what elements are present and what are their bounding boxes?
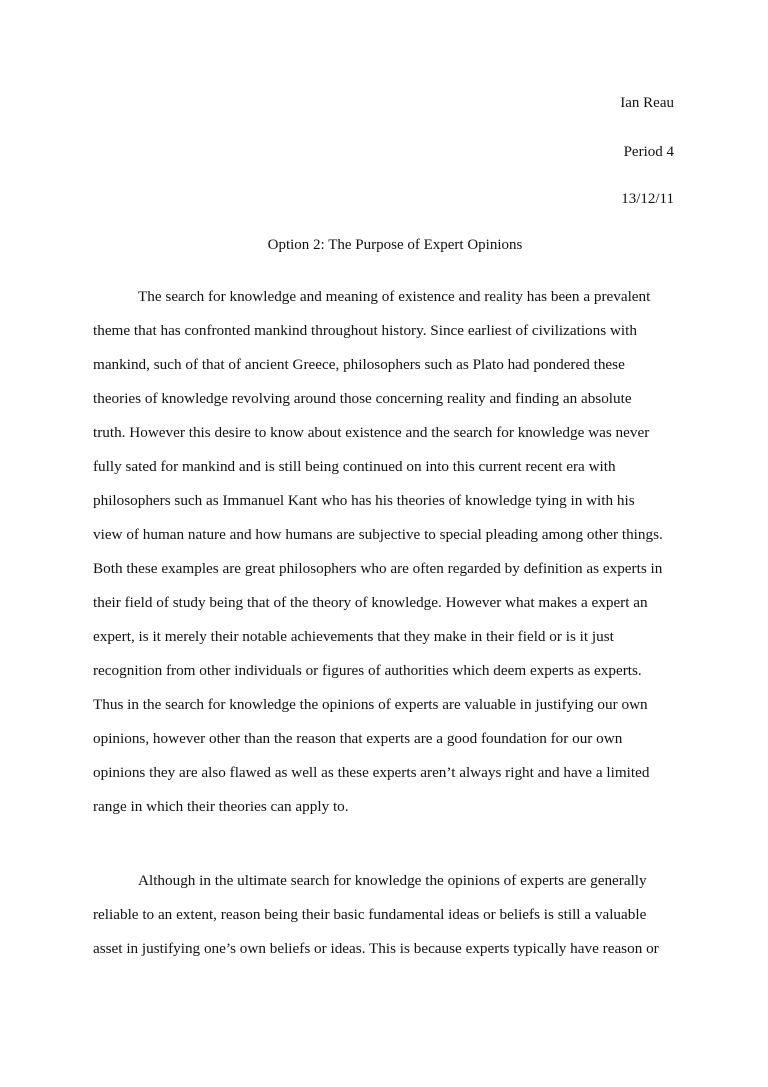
paragraph-line: view of human nature and how humans are subjective to special pleading among other things. <box>93 526 663 543</box>
paragraph-line: opinions they are also flawed as well as these experts aren’t always right and have a limited <box>93 764 650 781</box>
paragraph-line: philosophers such as Immanuel Kant who has his theories of knowledge tying in with his <box>93 492 635 509</box>
paragraph-line: Thus in the search for knowledge the opinions of experts are valuable in justifying our own <box>93 696 648 713</box>
paragraph-1 <box>93 280 683 824</box>
paragraph-line: reliable to an extent, reason being their basic fundamental ideas or beliefs is still a valuable <box>93 906 647 923</box>
author-name: Ian Reau <box>620 95 674 111</box>
paragraph-line: Although in the ultimate search for knowledge the opinions of experts are generally <box>138 872 647 889</box>
document-date: 13/12/11 <box>621 191 674 207</box>
paragraph-line: Both these examples are great philosophers who are often regarded by definition as experts in <box>93 560 663 577</box>
paragraph-line: their field of study being that of the theory of knowledge. However what makes a expert an <box>93 594 648 611</box>
paragraph-line: truth. However this desire to know about existence and the search for knowledge was never <box>93 424 650 441</box>
paragraph-line: opinions, however other than the reason that experts are a good foundation for our own <box>93 730 623 747</box>
paragraph-line: theme that has confronted mankind throughout history. Since earliest of civilizations with <box>93 322 637 339</box>
paragraph-line: fully sated for mankind and is still being continued on into this current recent era with <box>93 458 616 475</box>
essay-title: Option 2: The Purpose of Expert Opinions <box>267 237 523 253</box>
paragraph-line: asset in justifying one’s own beliefs or ideas. This is because experts typically have reason or <box>93 940 659 957</box>
class-period: Period 4 <box>623 144 674 160</box>
paragraph-line: mankind, such of that of ancient Greece, philosophers such as Plato had pondered these <box>93 356 625 373</box>
paragraph-line: recognition from other individuals or figures of authorities which deem experts as experts. <box>93 662 642 679</box>
paragraph-line: theories of knowledge revolving around those concerning reality and finding an absolute <box>93 390 632 407</box>
paragraph-line: expert, is it merely their notable achievements that they make in their field or is it just <box>93 628 614 645</box>
paragraph-line: The search for knowledge and meaning of existence and reality has been a prevalent <box>138 288 651 305</box>
paragraph-line: range in which their theories can apply to. <box>93 798 349 815</box>
paragraph-2 <box>93 864 683 966</box>
